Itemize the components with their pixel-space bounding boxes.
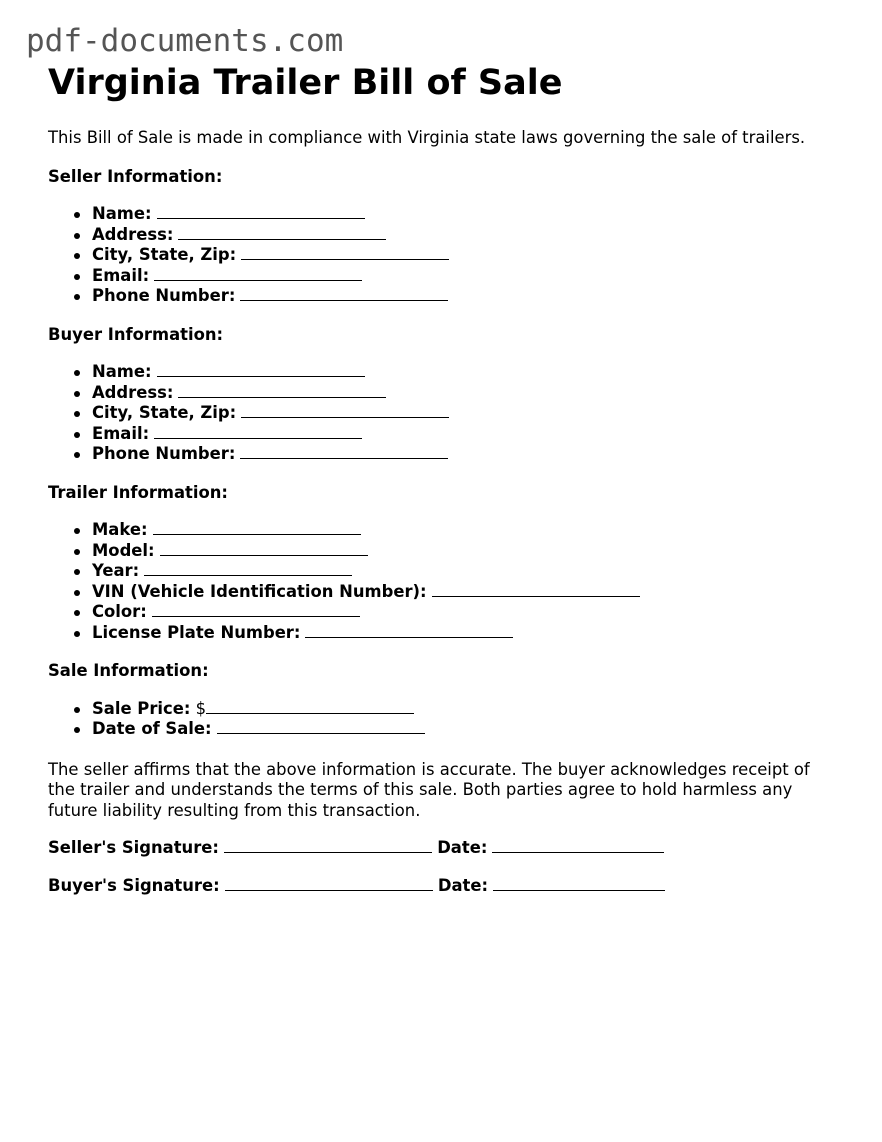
seller-city-state-zip-field: City, State, Zip: [92, 245, 848, 266]
document-page [48, 62, 848, 896]
watermark: pdf-documents.com [26, 23, 344, 59]
buyer-date-blank[interactable] [493, 876, 665, 891]
buyer-signature-blank[interactable] [225, 876, 433, 891]
buyer-name-blank[interactable] [157, 362, 365, 377]
seller-date-blank[interactable] [492, 838, 664, 853]
buyer-city-state-zip-blank[interactable] [241, 403, 449, 418]
buyer-phone-blank[interactable] [240, 444, 448, 459]
seller-address-field: Address: [92, 225, 848, 246]
buyer-date-label: Date: [437, 875, 489, 895]
affirmation-statement: The seller affirms that the above information is accurate. The buyer acknowledges receipt of the trailer and understands the terms of this sale. Both parties agree to hold harmless any future liability resulting from this transaction. [48, 759, 810, 820]
trailer-year-blank[interactable] [144, 561, 352, 576]
sale-date-field: Date of Sale: [92, 719, 848, 740]
seller-signature-blank[interactable] [224, 838, 432, 853]
buyer-phone-field: Phone Number: [92, 444, 848, 465]
trailer-fields [48, 520, 848, 643]
trailer-model-blank[interactable] [160, 541, 368, 556]
trailer-license-plate-field: License Plate Number: [92, 623, 848, 644]
trailer-vin-field: VIN (Vehicle Identification Number): [92, 582, 848, 603]
buyer-fields [48, 362, 848, 465]
trailer-model-field: Model: [92, 541, 848, 562]
seller-name-field: Name: [92, 204, 848, 225]
seller-address-blank[interactable] [178, 225, 386, 240]
trailer-year-field: Year: [92, 561, 848, 582]
buyer-address-field: Address: [92, 383, 848, 404]
trailer-color-blank[interactable] [152, 602, 360, 617]
seller-email-field: Email: [92, 266, 848, 287]
trailer-color-field: Color: [92, 602, 848, 623]
sale-fields [48, 699, 848, 740]
buyer-heading: Buyer Information: [48, 324, 224, 344]
sale-price-blank[interactable] [206, 699, 414, 714]
seller-phone-field: Phone Number: [92, 286, 848, 307]
intro-text: This Bill of Sale is made in compliance with Virginia state laws governing the sale of trailers. [48, 128, 806, 147]
seller-phone-blank[interactable] [240, 286, 448, 301]
buyer-signature-line [48, 876, 848, 897]
seller-signature-label: Seller's Signature: [48, 838, 219, 857]
seller-fields [48, 204, 848, 307]
buyer-name-field: Name: [92, 362, 848, 383]
trailer-heading: Trailer Information: [48, 482, 228, 502]
sale-date-blank[interactable] [217, 719, 425, 734]
seller-date-label: Date: [437, 838, 488, 857]
sale-heading: Sale Information: [48, 661, 209, 680]
seller-signature-line [48, 838, 848, 859]
trailer-vin-blank[interactable] [432, 582, 640, 597]
trailer-make-field: Make: [92, 520, 848, 541]
buyer-city-state-zip-field: City, State, Zip: [92, 403, 848, 424]
buyer-email-field: Email: [92, 424, 848, 445]
seller-heading: Seller Information: [48, 166, 223, 186]
seller-email-blank[interactable] [154, 266, 362, 281]
seller-name-blank[interactable] [157, 204, 365, 219]
buyer-address-blank[interactable] [178, 383, 386, 398]
seller-city-state-zip-blank[interactable] [241, 245, 449, 260]
buyer-email-blank[interactable] [154, 424, 362, 439]
document-title: Virginia Trailer Bill of Sale [48, 63, 563, 103]
buyer-signature-label: Buyer's Signature: [48, 875, 220, 895]
trailer-make-blank[interactable] [153, 520, 361, 535]
sale-price-field: Sale Price: $ [92, 699, 848, 720]
trailer-license-plate-blank[interactable] [305, 623, 513, 638]
currency-symbol: $ [195, 698, 207, 718]
